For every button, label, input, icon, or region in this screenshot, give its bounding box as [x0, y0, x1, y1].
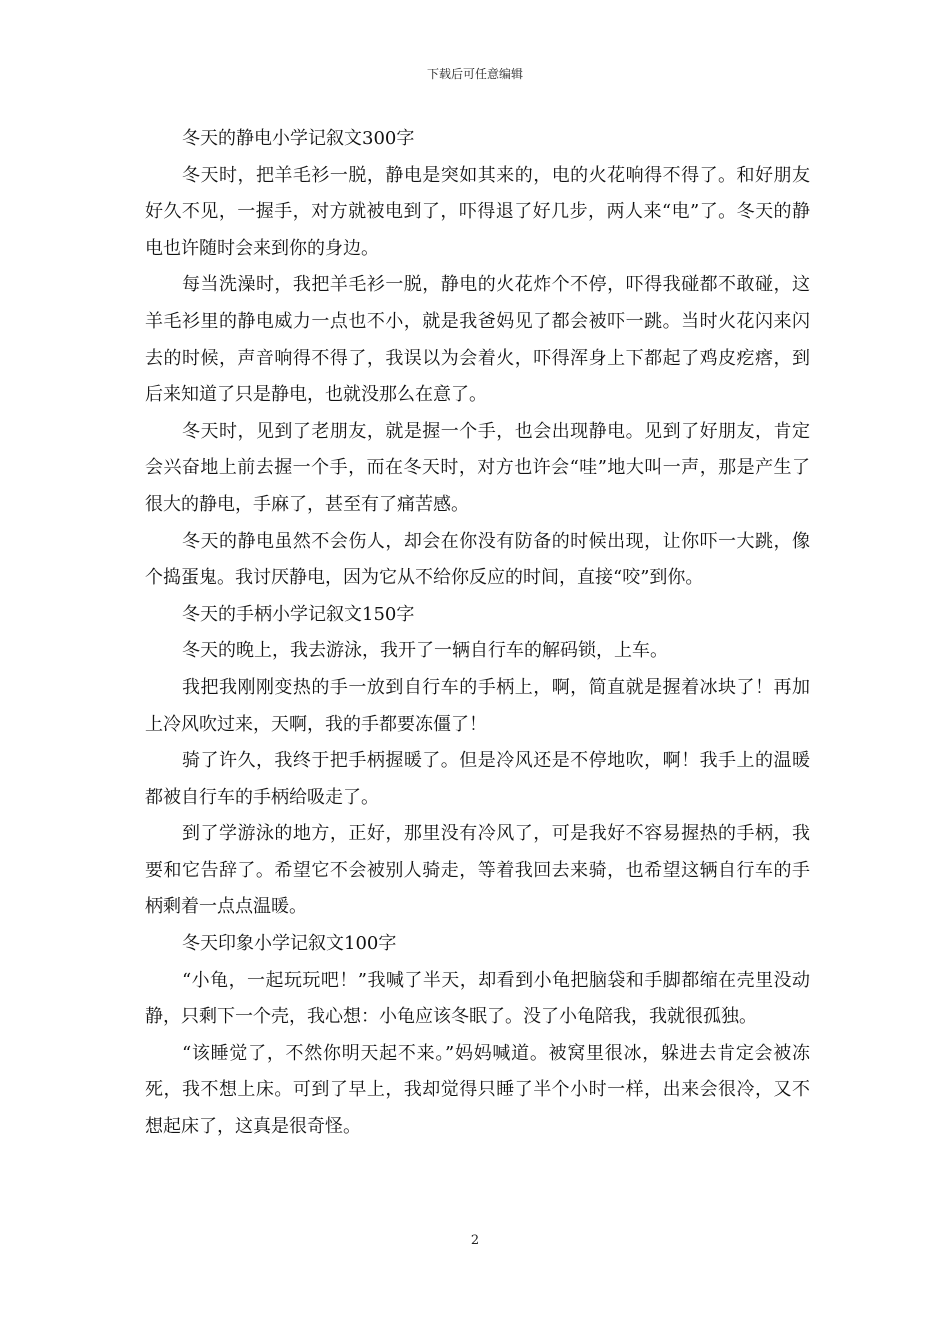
paragraph: 骑了许久，我终于把手柄握暖了。但是冷风还是不停地吹，啊！我手上的温暖都被自行车的手柄给吸走了。	[145, 750, 810, 808]
paragraph: 冬天时，见到了老朋友，就是握一个手，也会出现静电。见到了好朋友，肯定会兴奋地上前去握一个手，而在冬天时，对方也许会“哇”地大叫一声，那是产生了很大的静电，手麻了，甚至有了痛苦感。	[145, 420, 810, 515]
paragraph: “该睡觉了，不然你明天起不来。”妈妈喊道。被窝里很冰，躲进去肯定会被冻死，我不想上床。可到了早上，我却觉得只睡了半个小时一样，出来会很冷，又不想起床了，这真是很奇怪。	[145, 1042, 810, 1138]
paragraph: 到了学游泳的地方，正好，那里没有冷风了，可是我好不容易握热的手柄，我要和它告辞了。希望它不会被别人骑走，等着我回去来骑，也希望这辆自行车的手柄剩着一点点温暖。	[145, 823, 810, 918]
paragraph: 每当洗澡时，我把羊毛衫一脱，静电的火花炸个不停，吓得我碰都不敢碰，这羊毛衫里的静电威力一点也不小，就是我爸妈见了都会被吓一跳。当时火花闪来闪去的时候，声音响得不得了，我误以为会着火，吓得浑身上下都起了鸡皮疙瘩，到后来知道了只是静电，也就没那么在意了。	[145, 274, 810, 406]
paragraph: “小龟，一起玩玩吧！”我喊了半天，却看到小龟把脑袋和手脚都缩在壳里没动静，只剩下一个壳，我心想：小龟应该冬眠了。没了小龟陪我，我就很孤独。	[145, 969, 810, 1028]
paragraph: 我把我刚刚变热的手一放到自行车的手柄上，啊，简直就是握着冰块了！再加上冷风吹过来，天啊，我的手都要冻僵了！	[145, 676, 810, 735]
section-title: 冬天的静电小学记叙文300字	[182, 128, 415, 149]
document-body	[145, 121, 810, 1146]
paragraph: 冬天的晚上，我去游泳，我开了一辆自行车的解码锁，上车。	[182, 640, 668, 662]
section-title: 冬天的手柄小学记叙文150字	[182, 603, 415, 625]
page-number: 2	[470, 1233, 480, 1248]
paragraph: 冬天的静电虽然不会伤人，却会在你没有防备的时候出现，让你吓一大跳，像个捣蛋鬼。我讨厌静电，因为它从不给你反应的时间，直接“咬”到你。	[145, 530, 810, 589]
section-title: 冬天印象小学记叙文100字	[182, 933, 397, 955]
page-header: 下载后可任意编辑	[426, 67, 523, 81]
paragraph: 冬天时，把羊毛衫一脱，静电是突如其来的，电的火花响得不得了。和好朋友好久不见，一握手，对方就被电到了，吓得退了好几步，两人来“电”了。冬天的静电也许随时会来到你的身边。	[145, 164, 810, 259]
